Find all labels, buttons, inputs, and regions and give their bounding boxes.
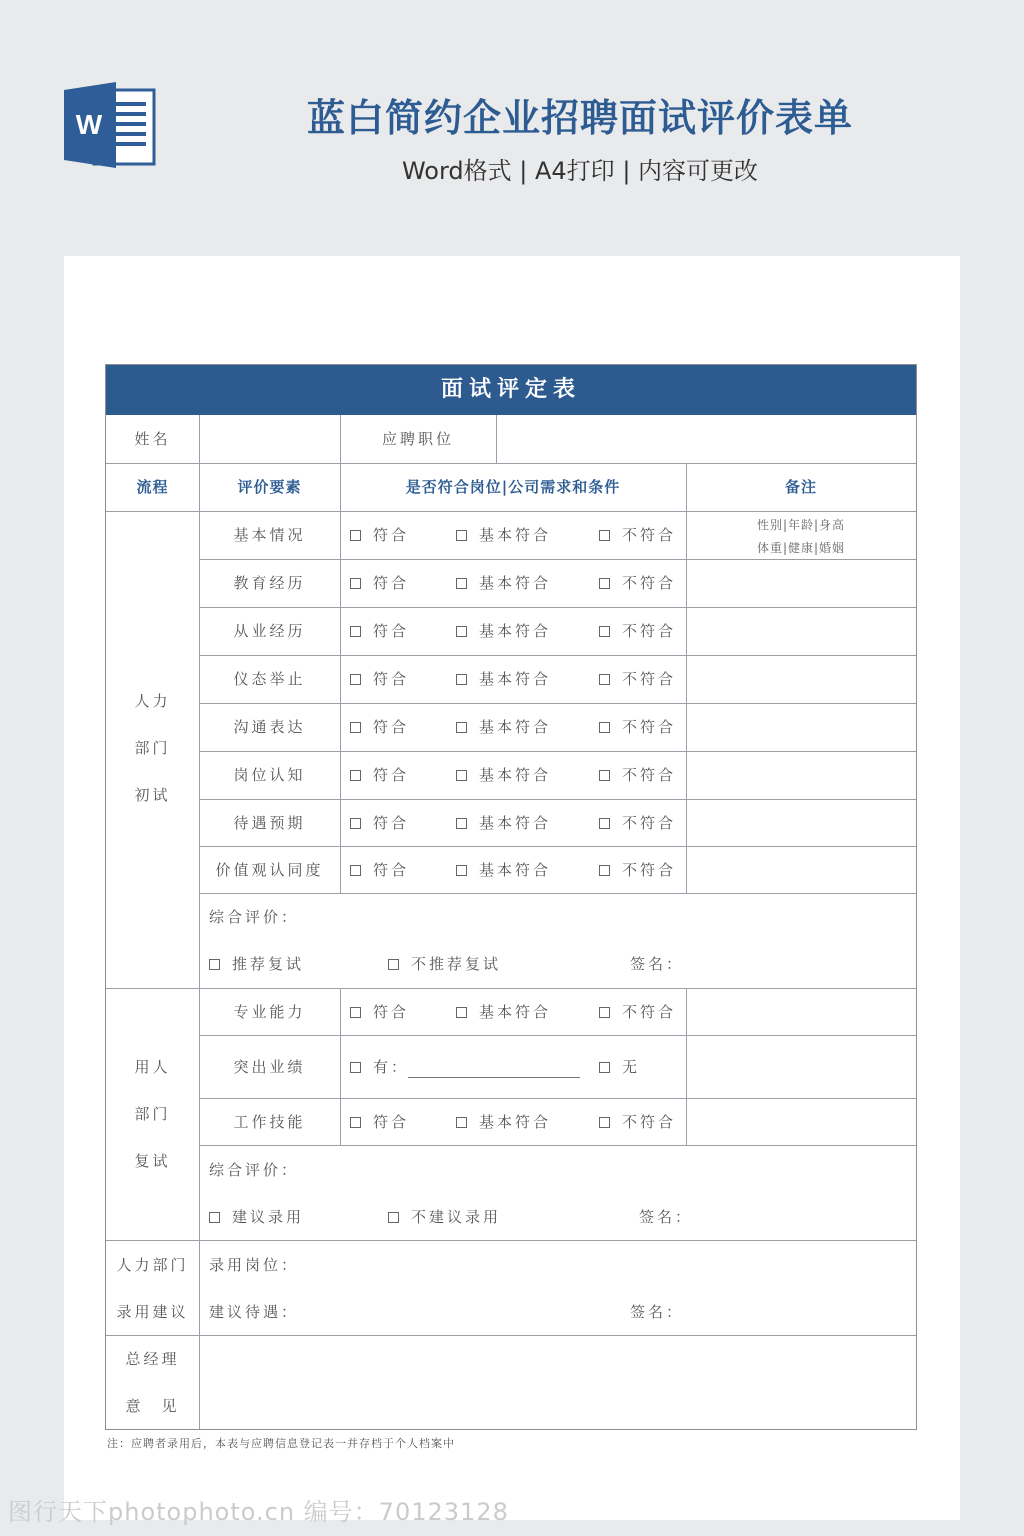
- option-match[interactable]: 符合: [350, 717, 409, 737]
- checkbox[interactable]: [350, 818, 361, 829]
- hire-option[interactable]: 建议录用: [209, 1207, 304, 1227]
- checkbox[interactable]: [599, 1007, 610, 1018]
- option-yes[interactable]: 有：: [350, 1057, 409, 1077]
- divider: [199, 799, 916, 800]
- stage-label: 用人: [134, 1058, 171, 1076]
- checkbox[interactable]: [350, 722, 361, 733]
- checkbox[interactable]: [599, 1117, 610, 1128]
- stage-label: 初试: [134, 786, 171, 804]
- checkbox[interactable]: [599, 770, 610, 781]
- hire-position-label: 录用岗位：: [209, 1256, 300, 1274]
- stage-label: 意 见: [125, 1397, 180, 1415]
- option-partial[interactable]: 基本符合: [456, 621, 551, 641]
- salary-label: 建议待遇：: [209, 1303, 300, 1321]
- checkbox[interactable]: [456, 674, 467, 685]
- checkbox[interactable]: [599, 865, 610, 876]
- word-icon: [64, 82, 156, 168]
- sign-label: 签名：: [630, 1303, 685, 1321]
- form-title: 面试评定表: [106, 365, 916, 415]
- gm-opinion-field[interactable]: [200, 1336, 916, 1429]
- stage-label: 人力: [134, 692, 171, 710]
- sign-label: 签名：: [630, 955, 685, 973]
- option-match[interactable]: 符合: [350, 1002, 409, 1022]
- divider: [199, 1145, 916, 1146]
- option-partial[interactable]: 基本符合: [456, 860, 551, 880]
- header-match: 是否符合岗位|公司需求和条件: [405, 478, 621, 496]
- checkbox[interactable]: [209, 959, 220, 970]
- divider: [199, 893, 916, 894]
- checkbox[interactable]: [599, 1062, 610, 1073]
- checkbox[interactable]: [350, 530, 361, 541]
- svg-text:W: W: [75, 109, 103, 140]
- option-partial[interactable]: 基本符合: [456, 1112, 551, 1132]
- option-nomatch[interactable]: 不符合: [599, 860, 676, 880]
- option-match[interactable]: 符合: [350, 669, 409, 689]
- recommend-option[interactable]: 推荐复试: [209, 954, 304, 974]
- option-nomatch[interactable]: 不符合: [599, 669, 676, 689]
- stage-label: 人力部门: [116, 1256, 189, 1274]
- option-nomatch[interactable]: 不符合: [599, 765, 676, 785]
- option-nomatch[interactable]: 不符合: [599, 573, 676, 593]
- sign-label: 签名：: [639, 1208, 694, 1226]
- position-label: 应聘职位: [381, 430, 454, 448]
- checkbox[interactable]: [350, 578, 361, 589]
- stage-label: 部门: [134, 1105, 171, 1123]
- stage-label: 总经理: [125, 1350, 180, 1368]
- divider: [686, 988, 687, 1145]
- checkbox[interactable]: [456, 1007, 467, 1018]
- criteria-item: 基本情况: [233, 526, 306, 544]
- option-partial[interactable]: 基本符合: [456, 573, 551, 593]
- criteria-item: 待遇预期: [233, 814, 306, 832]
- criteria-item: 专业能力: [233, 1003, 306, 1021]
- checkbox[interactable]: [456, 818, 467, 829]
- checkbox[interactable]: [350, 674, 361, 685]
- checkbox[interactable]: [599, 722, 610, 733]
- option-match[interactable]: 符合: [350, 765, 409, 785]
- option-nomatch[interactable]: 不符合: [599, 717, 676, 737]
- checkbox[interactable]: [599, 530, 610, 541]
- option-partial[interactable]: 基本符合: [456, 717, 551, 737]
- not-recommend-option[interactable]: 不推荐复试: [388, 954, 501, 974]
- option-partial[interactable]: 基本符合: [456, 525, 551, 545]
- option-partial[interactable]: 基本符合: [456, 813, 551, 833]
- checkbox[interactable]: [599, 818, 610, 829]
- checkbox[interactable]: [456, 865, 467, 876]
- checkbox[interactable]: [350, 770, 361, 781]
- header-process: 流程: [136, 478, 169, 496]
- divider: [106, 988, 916, 989]
- divider: [199, 655, 916, 656]
- option-match[interactable]: 符合: [350, 860, 409, 880]
- divider: [340, 463, 341, 893]
- checkbox[interactable]: [456, 578, 467, 589]
- option-match[interactable]: 符合: [350, 813, 409, 833]
- stage-label: 部门: [134, 739, 171, 757]
- divider: [199, 703, 916, 704]
- criteria-item: 岗位认知: [233, 766, 306, 784]
- checkbox[interactable]: [350, 1117, 361, 1128]
- divider: [199, 751, 916, 752]
- watermark: 图行天下photophoto.cn 编号：70123128: [8, 1498, 509, 1526]
- option-partial[interactable]: 基本符合: [456, 765, 551, 785]
- remark-text: 性别|年龄|身高: [756, 518, 846, 532]
- banner-title: 蓝白简约企业招聘面试评价表单: [306, 96, 853, 140]
- remark-text: 体重|健康|婚姻: [756, 541, 846, 555]
- position-field[interactable]: [497, 416, 916, 463]
- checkbox[interactable]: [350, 865, 361, 876]
- criteria-item: 工作技能: [233, 1113, 306, 1131]
- achievement-input[interactable]: [408, 1077, 580, 1078]
- header-criteria: 评价要素: [237, 478, 302, 496]
- option-partial[interactable]: 基本符合: [456, 669, 551, 689]
- divider: [199, 559, 916, 560]
- divider: [106, 1240, 916, 1241]
- banner-subtitle: Word格式 | A4打印 | 内容可更改: [401, 157, 759, 185]
- divider: [106, 511, 916, 512]
- criteria-item: 突出业绩: [233, 1058, 306, 1076]
- checkbox[interactable]: [456, 722, 467, 733]
- checkbox[interactable]: [209, 1212, 220, 1223]
- checkbox[interactable]: [599, 578, 610, 589]
- option-partial[interactable]: 基本符合: [456, 1002, 551, 1022]
- checkbox[interactable]: [599, 626, 610, 637]
- checkbox[interactable]: [350, 626, 361, 637]
- checkbox[interactable]: [388, 959, 399, 970]
- option-nomatch[interactable]: 不符合: [599, 813, 676, 833]
- name-label: 姓名: [134, 430, 171, 448]
- checkbox[interactable]: [456, 530, 467, 541]
- option-no[interactable]: 无: [599, 1057, 640, 1077]
- stage-label: 录用建议: [116, 1303, 189, 1321]
- option-nomatch[interactable]: 不符合: [599, 621, 676, 641]
- footnote: 注：应聘者录用后，本表与应聘信息登记表一并存档于个人档案中: [107, 1437, 455, 1450]
- criteria-item: 仪态举止: [233, 670, 306, 688]
- divider: [199, 607, 916, 608]
- divider: [199, 415, 200, 1429]
- divider: [199, 846, 916, 847]
- option-match[interactable]: 符合: [350, 573, 409, 593]
- divider: [199, 1035, 916, 1036]
- checkbox[interactable]: [350, 1062, 361, 1073]
- checkbox[interactable]: [388, 1212, 399, 1223]
- checkbox[interactable]: [456, 626, 467, 637]
- checkbox[interactable]: [456, 1117, 467, 1128]
- checkbox[interactable]: [599, 674, 610, 685]
- option-nomatch[interactable]: 不符合: [599, 1112, 676, 1132]
- option-nomatch[interactable]: 不符合: [599, 525, 676, 545]
- checkbox[interactable]: [350, 1007, 361, 1018]
- option-match[interactable]: 符合: [350, 525, 409, 545]
- divider: [199, 1098, 916, 1099]
- checkbox[interactable]: [456, 770, 467, 781]
- divider: [340, 988, 341, 1145]
- interview-form: [105, 364, 917, 1430]
- option-nomatch[interactable]: 不符合: [599, 1002, 676, 1022]
- stage-label: 复试: [134, 1152, 171, 1170]
- divider: [106, 463, 916, 464]
- option-match[interactable]: 符合: [350, 1112, 409, 1132]
- criteria-item: 从业经历: [233, 622, 306, 640]
- criteria-item: 沟通表达: [233, 718, 306, 736]
- header-remark: 备注: [784, 478, 817, 496]
- overall-label: 综合评价：: [209, 908, 300, 926]
- overall-label: 综合评价：: [209, 1161, 300, 1179]
- name-field[interactable]: [200, 416, 340, 463]
- option-match[interactable]: 符合: [350, 621, 409, 641]
- not-hire-option[interactable]: 不建议录用: [388, 1207, 501, 1227]
- criteria-item: 价值观认同度: [215, 861, 324, 879]
- criteria-item: 教育经历: [233, 574, 306, 592]
